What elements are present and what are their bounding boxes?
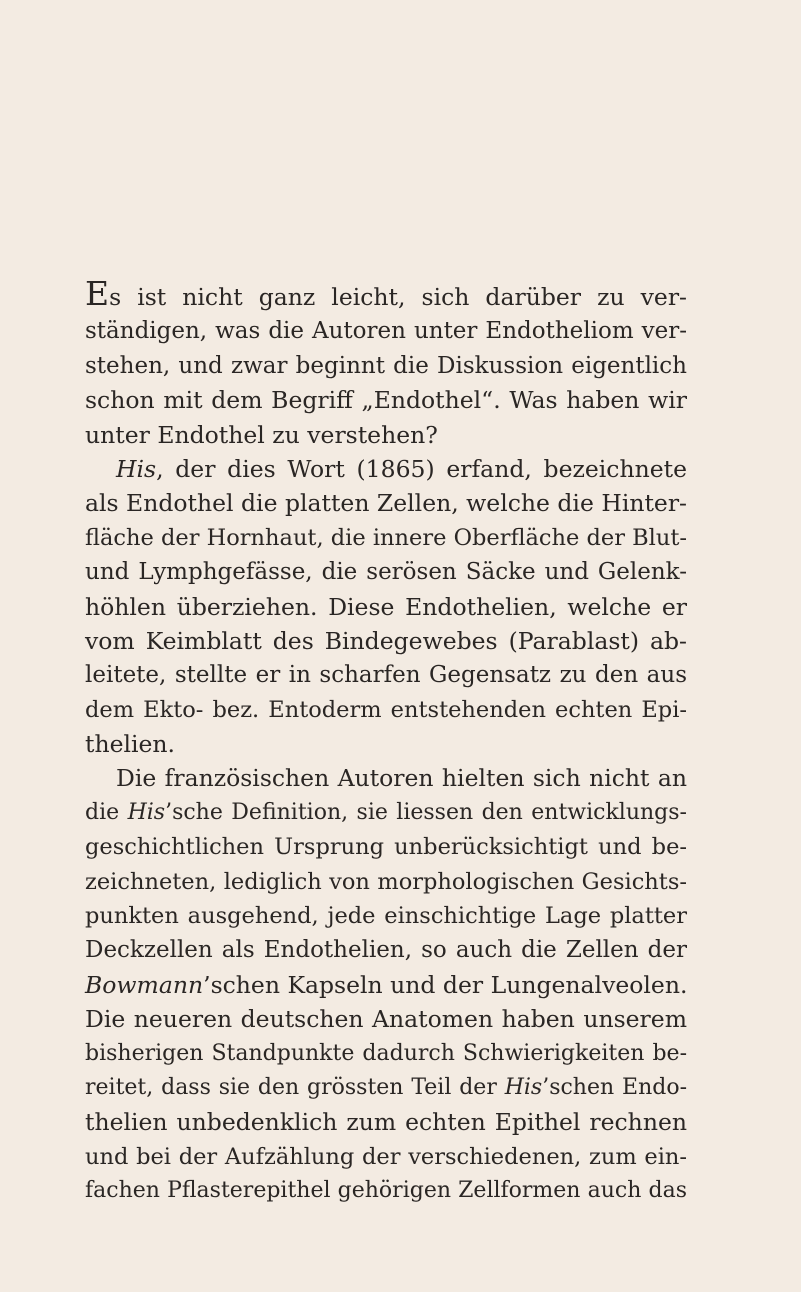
text-line: unter Endothel zu verstehen? — [85, 420, 438, 449]
text-line: und Lymphgefässe, die serösen Säcke und Gelenk- — [85, 559, 687, 586]
text-line: Die französischen Autoren hielten sich nicht an — [116, 764, 687, 793]
text-line: ständigen, was die Autoren unter Endotheliom ver- — [85, 318, 687, 345]
text-line: schon mit dem Begriff „Endothel“. Was haben wir — [85, 386, 687, 415]
text-line: reitet, dass sie den grössten Teil der His’schen Endo- — [85, 1074, 687, 1100]
text-line: thelien. — [85, 730, 176, 759]
text-line: zeichneten, lediglich von morphologischen Gesichts- — [85, 868, 687, 895]
text-line: als Endothel die platten Zellen, welche die Hinter- — [85, 489, 687, 518]
body-text — [85, 274, 688, 1209]
text-line: His, der dies Wort (1865) erfand, bezeichnete — [116, 454, 687, 483]
text-line: Die neueren deutschen Anatomen haben unserem — [85, 1005, 687, 1034]
text-line: geschichtlichen Ursprung unberücksichtigt und be- — [85, 834, 687, 861]
text-line: dem Ekto- bez. Entoderm entstehenden echten Epi- — [85, 696, 687, 723]
text-line: Bowmann’schen Kapseln und der Lungenalveolen. — [85, 970, 688, 999]
text-line: fläche der Hornhaut, die innere Oberfläche der Blut- — [85, 524, 687, 551]
text-line: Es ist nicht ganz leicht, sich darüber zu ver- — [85, 274, 687, 313]
text-line: Deckzellen als Endothelien, so auch die Zellen der — [85, 937, 687, 964]
text-line: punkten ausgehend, jede einschichtige Lage platter — [85, 903, 687, 930]
text-line: die His’sche Definition, sie liessen den entwicklungs- — [85, 799, 687, 825]
text-line: höhlen überziehen. Diese Endothelien, welche er — [85, 592, 687, 621]
author-name: Bowmann — [85, 970, 204, 999]
text-line: und bei der Aufzählung der verschiedenen, zum ein- — [85, 1143, 687, 1170]
text-line: stehen, und zwar beginnt die Diskussion eigentlich — [85, 352, 687, 379]
text-line: bisherigen Standpunkte dadurch Schwierigkeiten be- — [85, 1040, 687, 1066]
text-line: leitete, stellte er in scharfen Gegensatz zu den aus — [85, 662, 687, 689]
author-name: His — [127, 799, 166, 825]
text-line: thelien unbedenklich zum echten Epithel rechnen — [85, 1108, 687, 1137]
text-line: fachen Pflasterepithel gehörigen Zellformen auch das — [85, 1178, 687, 1204]
author-name: His — [504, 1074, 543, 1100]
text-line: vom Keimblatt des Bindegewebes (Parablast) ab- — [85, 626, 687, 655]
initial-letter: E — [85, 274, 110, 313]
author-name: His — [116, 454, 157, 483]
